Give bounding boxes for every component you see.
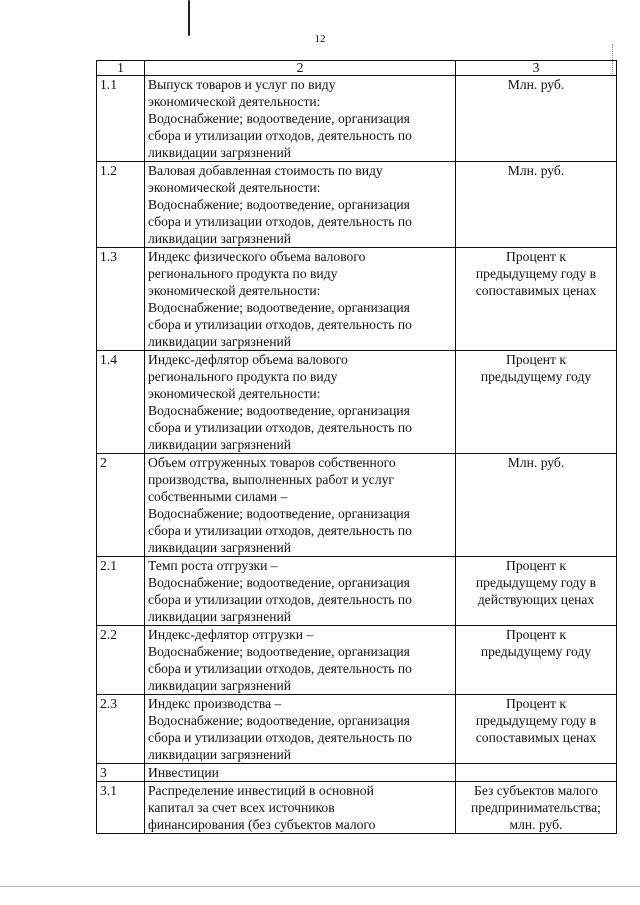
row-number: 2.2 xyxy=(97,626,145,695)
row-unit: Процент к предыдущему году в сопоставимых ценах xyxy=(456,695,617,764)
row-unit: Процент к предыдущему году xyxy=(456,626,617,695)
row-unit: Процент к предыдущему году xyxy=(456,351,617,454)
row-indicator: Объем отгруженных товаров собственного производства, выполненных работ и услуг собственными силами – Водоснабжение; водоотведение, организация сбора и утилизации отходов, деятельность по ликвидации загрязнений xyxy=(145,454,456,557)
row-indicator: Инвестиции xyxy=(145,764,456,782)
row-unit: Без субъектов малого предпринимательства; млн. руб. xyxy=(456,782,617,834)
header-col-3: 3 xyxy=(456,61,617,76)
row-unit: Млн. руб. xyxy=(456,76,617,162)
table-row xyxy=(97,782,617,834)
table-row xyxy=(97,162,617,248)
row-indicator: Индекс производства – Водоснабжение; водоотведение, организация сбора и утилизации отходов, деятельность по ликвидации загрязнений xyxy=(145,695,456,764)
row-number: 1.3 xyxy=(97,248,145,351)
table-header-row xyxy=(97,61,617,76)
row-number: 3 xyxy=(97,764,145,782)
table-row xyxy=(97,764,617,782)
row-number: 1.4 xyxy=(97,351,145,454)
row-number: 2.3 xyxy=(97,695,145,764)
row-unit: Процент к предыдущему году в действующих ценах xyxy=(456,557,617,626)
row-indicator: Темп роста отгрузки – Водоснабжение; водоотведение, организация сбора и утилизации отходов, деятельность по ликвидации загрязнений xyxy=(145,557,456,626)
header-col-2: 2 xyxy=(145,61,456,76)
row-indicator: Валовая добавленная стоимость по виду экономической деятельности: Водоснабжение; водоотведение, организация сбора и утилизации отходов, деятельность по ликвидации загрязнений xyxy=(145,162,456,248)
indicators-table xyxy=(96,60,617,834)
row-unit: Процент к предыдущему году в сопоставимых ценах xyxy=(456,248,617,351)
table-row xyxy=(97,626,617,695)
row-number: 1.2 xyxy=(97,162,145,248)
scan-artifact-mark xyxy=(188,0,190,36)
row-indicator: Распределение инвестиций в основной капитал за счет всех источников финансирования (без субъектов малого xyxy=(145,782,456,834)
row-number: 2.1 xyxy=(97,557,145,626)
table-row xyxy=(97,454,617,557)
row-unit: Млн. руб. xyxy=(456,162,617,248)
table-row xyxy=(97,248,617,351)
table-row xyxy=(97,557,617,626)
table-row xyxy=(97,695,617,764)
row-indicator: Индекс-дефлятор объема валового регионального продукта по виду экономической деятельности: Водоснабжение; водоотведение, организация сбора и утилизации отходов, деятельность по ликвидации загрязнений xyxy=(145,351,456,454)
row-indicator: Индекс-дефлятор отгрузки – Водоснабжение; водоотведение, организация сбора и утилизации отходов, деятельность по ликвидации загрязнений xyxy=(145,626,456,695)
table-row xyxy=(97,76,617,162)
row-number: 1.1 xyxy=(97,76,145,162)
row-indicator: Выпуск товаров и услуг по виду экономической деятельности: Водоснабжение; водоотведение, организация сбора и утилизации отходов, деятельность по ликвидации загрязнений xyxy=(145,76,456,162)
row-number: 3.1 xyxy=(97,782,145,834)
row-indicator: Индекс физического объема валового регионального продукта по виду экономической деятельности: Водоснабжение; водоотведение, организация сбора и утилизации отходов, деятельность по ликвидации загрязнений xyxy=(145,248,456,351)
page-bottom-edge xyxy=(0,886,640,887)
row-number: 2 xyxy=(97,454,145,557)
table-row xyxy=(97,351,617,454)
page-number: 12 xyxy=(314,33,326,45)
row-unit: Млн. руб. xyxy=(456,454,617,557)
row-unit xyxy=(456,764,617,782)
header-col-1: 1 xyxy=(97,61,145,76)
